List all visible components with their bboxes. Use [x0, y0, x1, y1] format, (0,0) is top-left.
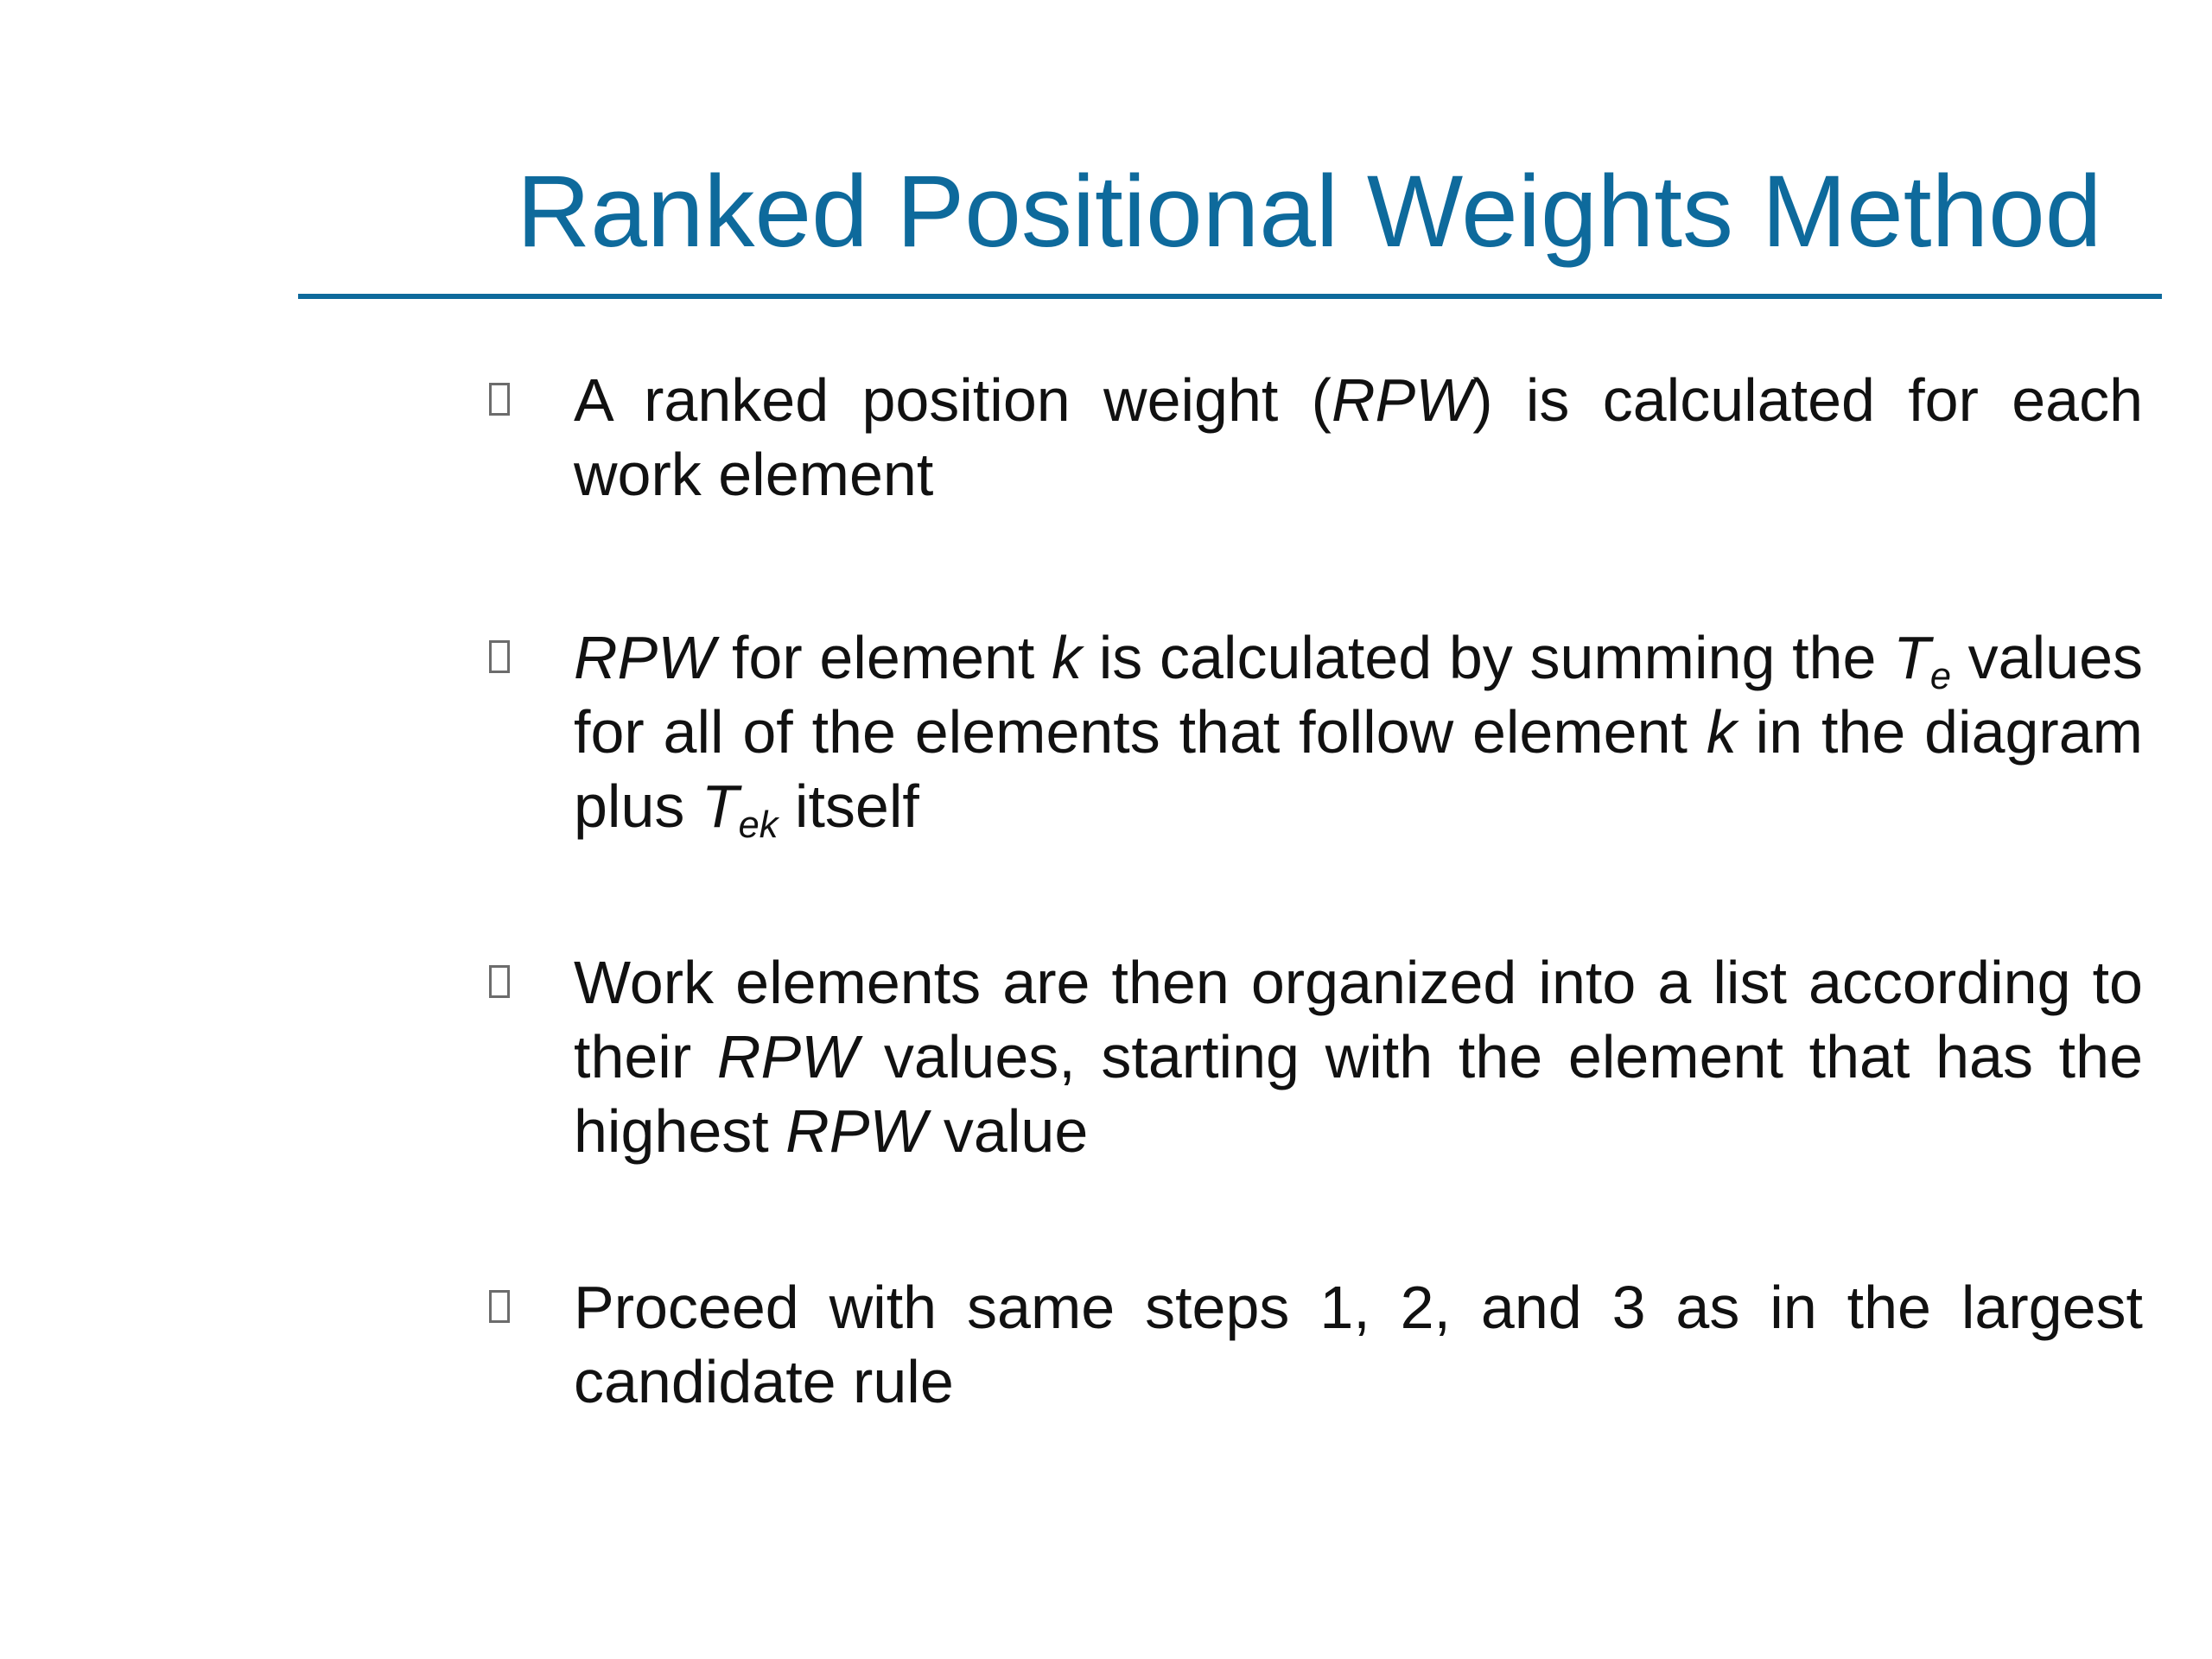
- slide-title: Ranked Positional Weights Method: [517, 155, 2102, 269]
- rpw-term: RPW: [574, 624, 715, 691]
- bullet-item-proceed-steps: [484, 1270, 2143, 1419]
- element-variable: k: [1706, 698, 1737, 766]
- element-variable: k: [1052, 624, 1083, 691]
- bullet-square-icon: [489, 383, 510, 416]
- bullet-list: [484, 363, 2143, 1419]
- bullet-item-rpw-definition: [484, 363, 2143, 512]
- bullet-text-segment: is calculated by summing the: [1082, 624, 1894, 691]
- time-variable-subscript: ek: [738, 804, 779, 847]
- time-variable: T: [1893, 624, 1930, 691]
- bullet-text-segment: Work elements are then organized into a list according to their: [574, 949, 2143, 1090]
- bullet-item-organize-list: [484, 945, 2143, 1168]
- title-divider: [298, 294, 2162, 299]
- time-variable: T: [701, 772, 739, 840]
- bullet-square-icon: [489, 1290, 510, 1323]
- rpw-term: RPW: [716, 1023, 859, 1090]
- bullet-text-segment: value: [926, 1097, 1089, 1165]
- bullet-text: Proceed with same steps 1, 2, and 3 as in the largest candidate rule: [574, 1274, 2143, 1415]
- rpw-term: RPW: [1331, 366, 1473, 434]
- bullet-text-segment: ) is calculated for each work element: [574, 366, 2143, 508]
- rpw-term: RPW: [785, 1097, 927, 1165]
- bullet-text-segment: for element: [715, 624, 1052, 691]
- bullet-text: [574, 366, 2143, 508]
- bullet-text-segment: values, starting with the element that has the highest: [574, 1023, 2143, 1165]
- bullet-text-segment: itself: [778, 772, 919, 840]
- bullet-text: [574, 624, 2144, 847]
- bullet-text: [574, 949, 2143, 1165]
- bullet-item-rpw-calculation: [484, 620, 2144, 847]
- bullet-text-segment: values for all of the elements that follow element: [574, 624, 2144, 766]
- bullet-square-icon: [489, 640, 510, 673]
- bullet-text-segment: in the diagram plus: [574, 698, 2143, 840]
- bullet-text-segment: A ranked position weight (: [574, 366, 1332, 434]
- bullet-square-icon: [489, 965, 510, 998]
- time-variable-subscript: e: [1929, 656, 1951, 698]
